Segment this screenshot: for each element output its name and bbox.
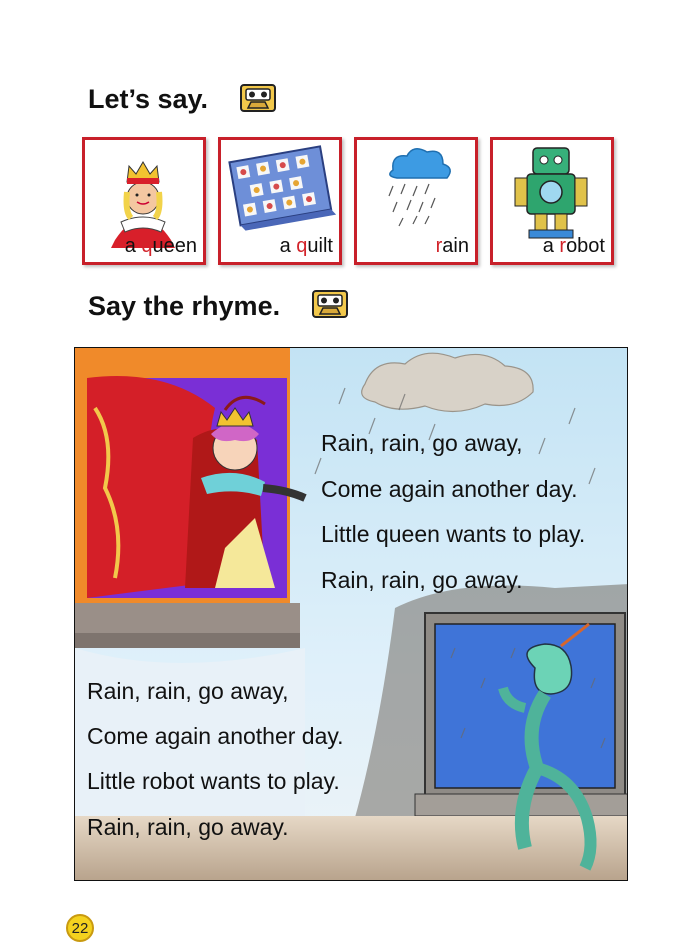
rhyme-line: Rain, rain, go away. <box>87 814 289 840</box>
page-number-badge: 22 <box>66 914 94 942</box>
card-label-rain: rain <box>435 235 469 257</box>
picture-card-queen[interactable] <box>82 137 206 265</box>
lets-say-heading: Let’s say. <box>88 84 209 114</box>
rhyme-line: Come again another day. <box>87 723 344 749</box>
picture-card-robot[interactable] <box>490 137 614 265</box>
card-label-robot: a robot <box>542 235 605 257</box>
rhyme-line: Little queen wants to play. <box>321 521 586 547</box>
rhyme-line: Rain, rain, go away, <box>87 678 289 704</box>
card-label-queen: a queen <box>124 235 197 257</box>
say-the-rhyme-heading: Say the rhyme. <box>88 291 281 321</box>
rhyme-line: Come again another day. <box>321 476 578 502</box>
rhyme-line: Rain, rain, go away, <box>321 430 523 456</box>
scene-background <box>75 348 628 881</box>
card-label-quilt: a quilt <box>279 235 333 257</box>
rhyme-illustration <box>74 347 628 881</box>
cassette-tape-icon[interactable] <box>312 290 348 318</box>
picture-card-rain[interactable] <box>354 137 478 265</box>
rhyme-line: Little robot wants to play. <box>87 768 340 794</box>
picture-card-quilt[interactable] <box>218 137 342 265</box>
cassette-tape-icon[interactable] <box>240 84 276 112</box>
rhyme-line: Rain, rain, go away. <box>321 567 523 593</box>
